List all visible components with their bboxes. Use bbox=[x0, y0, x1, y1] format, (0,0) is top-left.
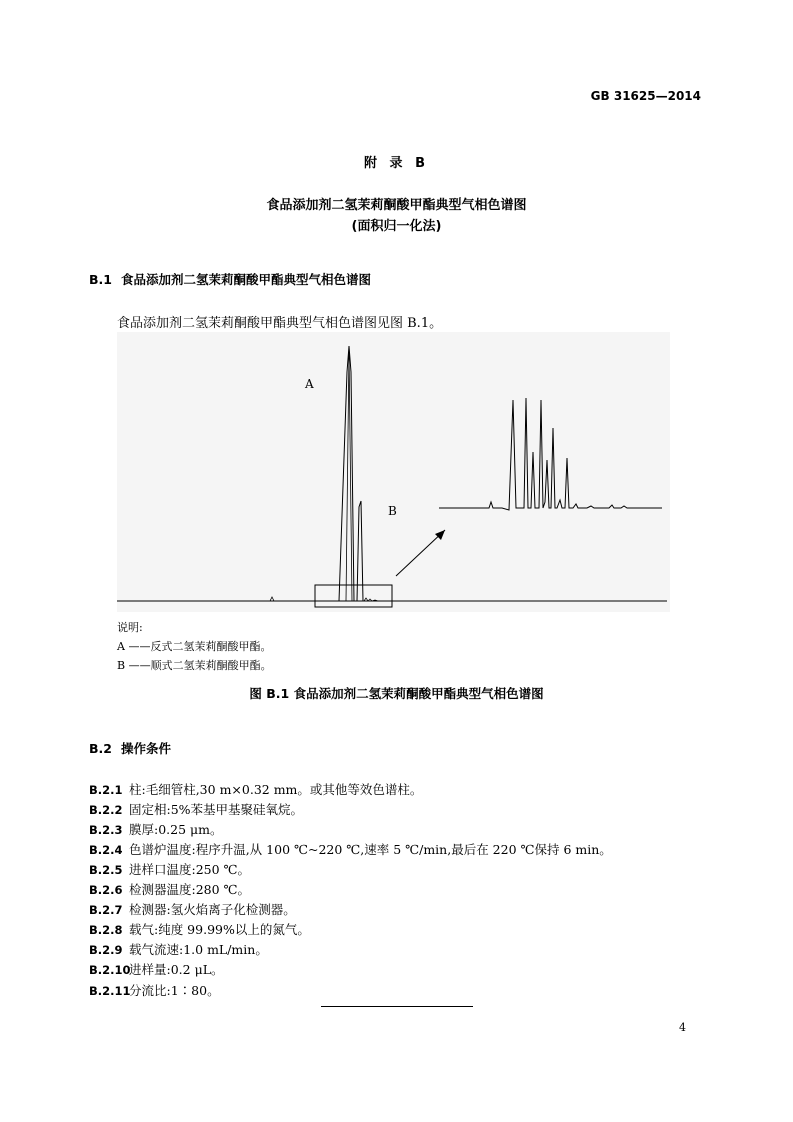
condition-row bbox=[89, 860, 250, 878]
condition-number: B.2.8 bbox=[89, 923, 123, 937]
condition-number: B.2.1 bbox=[89, 783, 123, 797]
condition-number: B.2.7 bbox=[89, 903, 123, 917]
condition-text: 检测器温度:280 ℃。 bbox=[129, 882, 251, 897]
section-b1-heading bbox=[89, 270, 371, 288]
condition-row bbox=[89, 920, 310, 938]
chromatogram-figure bbox=[117, 332, 670, 612]
note-b: B ——顺式二氢茉莉酮酸甲酯。 bbox=[117, 659, 272, 672]
condition-text: 色谱炉温度:程序升温,从 100 ℃~220 ℃,速率 5 ℃/min,最后在 220 ℃保持 6 min。 bbox=[129, 842, 612, 857]
early-blip bbox=[270, 597, 274, 601]
figure-caption: 图 B.1 食品添加剂二氢茉莉酮酸甲酯典型气相色谱图 bbox=[249, 686, 544, 701]
condition-number: B.2.3 bbox=[89, 823, 123, 837]
condition-text: 分流比:1∶80。 bbox=[129, 983, 220, 998]
condition-text: 进样量:0.2 μL。 bbox=[129, 962, 224, 977]
inset-trace bbox=[439, 398, 662, 510]
section-b1-paragraph: 食品添加剂二氢茉莉酮酸甲酯典型气相色谱图见图 B.1。 bbox=[117, 316, 443, 331]
appendix-label: 附 录 B bbox=[364, 156, 429, 171]
condition-row bbox=[89, 960, 224, 978]
condition-text: 进样口温度:250 ℃。 bbox=[129, 862, 251, 877]
chromatogram-svg bbox=[117, 332, 670, 612]
condition-text: 检测器:氢火焰离子化检测器。 bbox=[129, 902, 296, 917]
condition-row bbox=[89, 880, 250, 898]
appendix-subtitle: (面积归一化法) bbox=[351, 219, 442, 234]
appendix-title: 食品添加剂二氢茉莉酮酸甲酯典型气相色谱图 bbox=[266, 198, 527, 213]
page-number: 4 bbox=[679, 1021, 686, 1034]
condition-text: 膜厚:0.25 μm。 bbox=[129, 822, 223, 837]
footer-rule bbox=[321, 1006, 473, 1007]
peak-label-b: B bbox=[388, 504, 397, 518]
condition-number: B.2.5 bbox=[89, 863, 123, 877]
condition-number: B.2.11 bbox=[89, 984, 131, 998]
section-b2-number: B.2 bbox=[89, 741, 112, 756]
condition-text: 载气流速:1.0 mL/min。 bbox=[129, 942, 268, 957]
condition-row bbox=[89, 900, 296, 918]
condition-row bbox=[89, 800, 303, 818]
condition-row bbox=[89, 840, 612, 858]
section-b1-title: 食品添加剂二氢茉莉酮酸甲酯典型气相色谱图 bbox=[121, 272, 372, 287]
condition-number: B.2.6 bbox=[89, 883, 123, 897]
condition-number: B.2.4 bbox=[89, 843, 123, 857]
note-a: A ——反式二氢茉莉酮酸甲酯。 bbox=[117, 640, 272, 653]
notes-heading: 说明: bbox=[117, 621, 143, 634]
condition-text: 柱:毛细管柱,30 m×0.32 mm。或其他等效色谱柱。 bbox=[129, 782, 423, 797]
peak-b bbox=[357, 501, 363, 601]
condition-row bbox=[89, 981, 220, 999]
section-b1-number: B.1 bbox=[89, 272, 112, 287]
condition-row bbox=[89, 780, 422, 798]
condition-row bbox=[89, 940, 268, 958]
condition-row bbox=[89, 820, 223, 838]
condition-number: B.2.2 bbox=[89, 803, 123, 817]
section-b2-title: 操作条件 bbox=[121, 741, 172, 756]
peak-label-a: A bbox=[305, 377, 314, 391]
standard-code: GB 31625—2014 bbox=[590, 89, 701, 103]
zoom-arrow bbox=[396, 530, 445, 576]
condition-text: 固定相:5%苯基甲基聚硅氧烷。 bbox=[129, 802, 304, 817]
condition-text: 载气:纯度 99.99%以上的氮气。 bbox=[129, 922, 310, 937]
section-b2-heading bbox=[89, 739, 171, 757]
condition-number: B.2.10 bbox=[89, 963, 131, 977]
condition-number: B.2.9 bbox=[89, 943, 123, 957]
